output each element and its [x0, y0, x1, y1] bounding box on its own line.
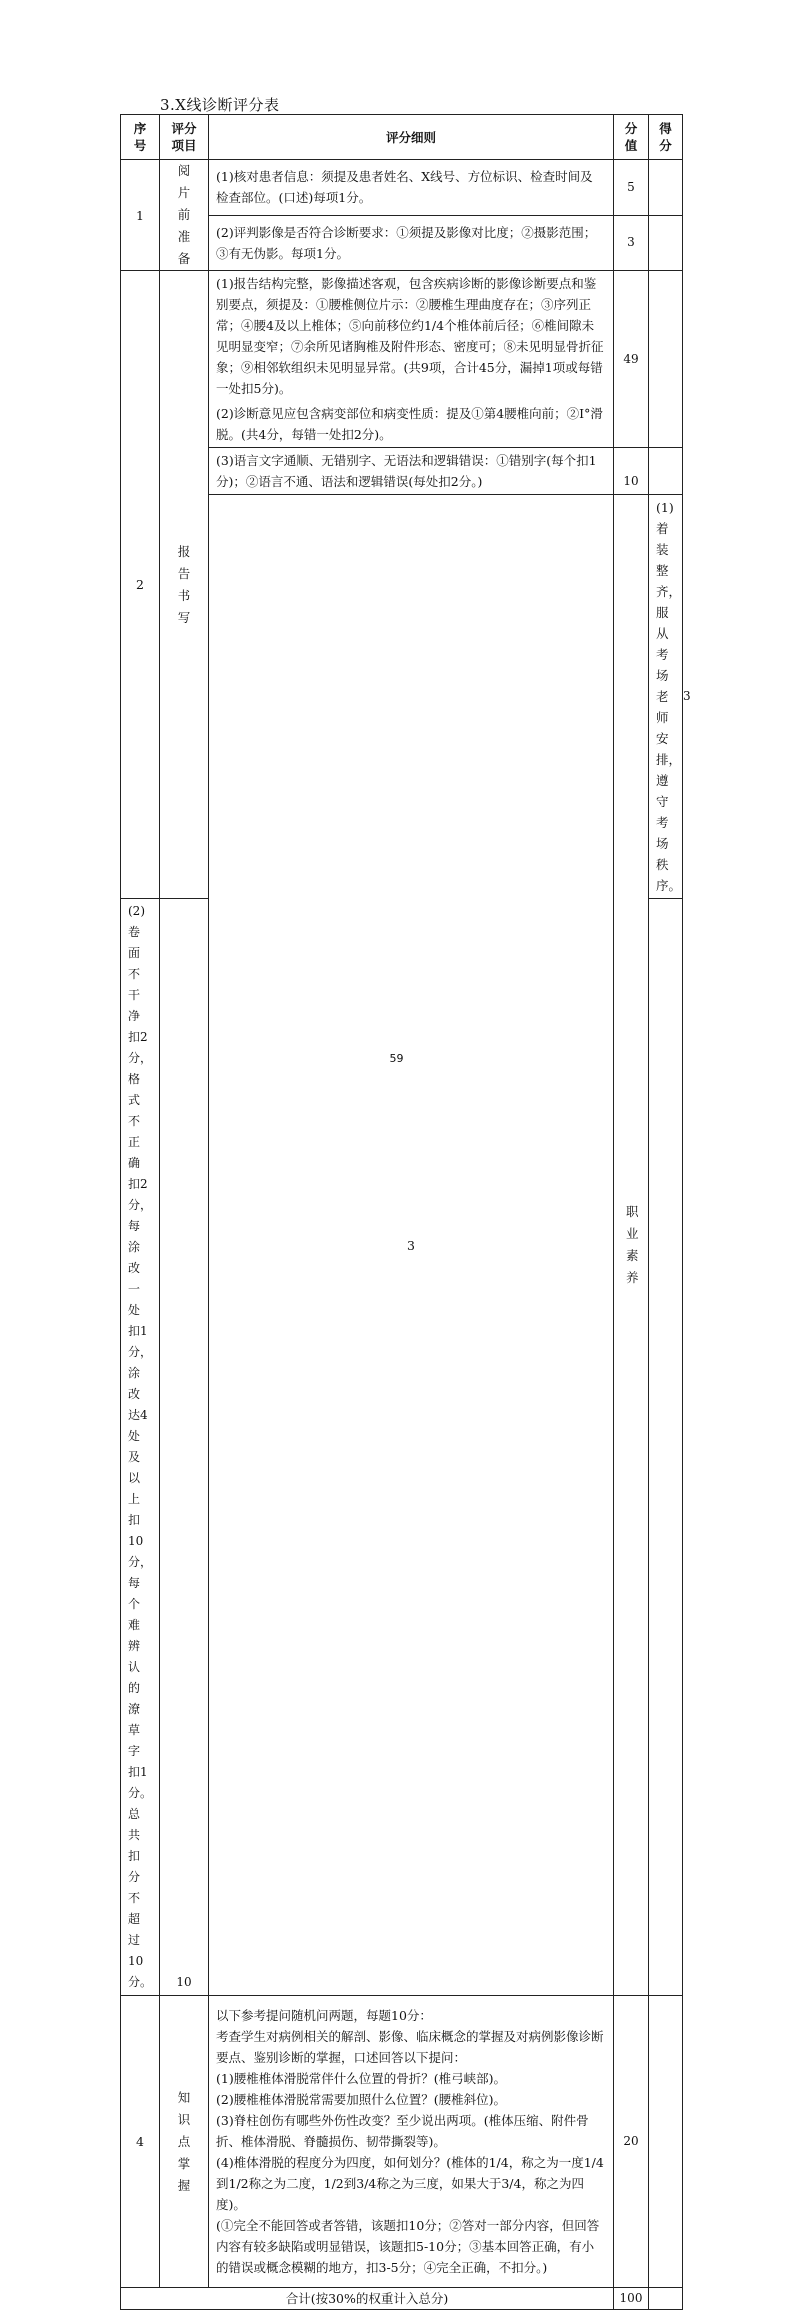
header-row — [121, 115, 683, 160]
total-score: 100 — [614, 2288, 649, 2310]
row2-detail-1-text: (1)报告结构完整，影像描述客观，包含疾病诊断的影像诊断要点和鉴别要点，须提及：①腰椎侧位片示：②腰椎生理曲度存在；③序列正常；④腰4及以上椎体；⑤向前移位约1/4个椎体前后径；⑥椎间隙未见明显变窄；⑦余所见诸胸椎及附件形态、密度可；⑧未见明显骨折征象；⑨相邻软组织未见明显异常。(共9项，合计45分，漏掉1项或每错一处扣5分)。 — [216, 276, 604, 396]
page-title: 3.X线诊断评分表 — [160, 96, 280, 114]
row4-item — [160, 1996, 209, 2288]
header-item: 评分项目 — [160, 115, 209, 160]
table-row — [121, 271, 683, 448]
row4-intro: 以下参考提问随机问两题，每题10分： — [216, 2008, 432, 2023]
table-row — [121, 160, 683, 216]
row3-item-label: 职业素养 — [626, 1204, 639, 1285]
row3-score-2: 10 — [160, 899, 209, 1996]
row1-item-label: 阅片前准备 — [177, 163, 191, 266]
row1-obtained-2[interactable] — [649, 215, 683, 271]
row4-purpose: 考查学生对病例相关的解剖、影像、临床概念的掌握及对病例影像诊断要点、鉴别诊断的掌握，口述回答以下提问： — [216, 2029, 604, 2065]
header-score: 分值 — [614, 115, 649, 160]
row3-detail-1: (1)着装整齐，服从考场老师安排，遵守考场秩序。 — [649, 495, 683, 899]
row4-question-2: (2)腰椎椎体滑脱常需要加照什么位置？(腰椎斜位)。 — [216, 2092, 506, 2107]
row2-score-1: 49 — [614, 271, 649, 448]
row2-obtained-1[interactable] — [649, 271, 683, 448]
row1-score-1: 5 — [614, 160, 649, 216]
total-obtained[interactable] — [649, 2288, 683, 2310]
row2-no: 2 — [121, 271, 160, 899]
total-row — [121, 2288, 683, 2310]
row2-score-3: 10 — [614, 448, 649, 495]
row2-detail-3: (3)语言文字通顺、无错别字、无语法和逻辑错误：①错别字(每个扣1分)；②语言不通、语法和逻辑错误(每处扣2分。) — [209, 448, 614, 495]
row4-obtained[interactable] — [649, 1996, 683, 2288]
row1-detail-2: (2)评判影像是否符合诊断要求：①须提及影像对比度；②摄影范围；③有无伪影。每项1分。 — [209, 215, 614, 271]
row4-no: 4 — [121, 1996, 160, 2288]
table-row — [121, 1996, 683, 2288]
row1-item — [160, 160, 209, 271]
row3-detail-2: (2)卷面不干净扣2分，格式不正确扣2分，每涂改一处扣1分，涂改达4处及以上扣10分，每个难辨认的潦草字扣1分。总共扣分不超过10分。 — [121, 899, 160, 1996]
row2-obtained-3[interactable] — [649, 448, 683, 495]
row4-question-4: (4)椎体滑脱的程度分为四度，如何划分？(椎体的1/4，称之为一度1/4到1/2称之为二度，1/2到3/4称之为三度，如果大于3/4，称之为四度)。 — [216, 2155, 604, 2212]
row4-question-1: (1)腰椎椎体滑脱常伴什么位置的骨折？(椎弓峡部)。 — [216, 2071, 506, 2086]
table-row: 3 职业素养 (1)着装整齐，服从考场老师安排，遵守考场秩序。 3 — [121, 495, 683, 899]
row4-criteria: (①完全不能回答或者答错，该题扣10分；②答对一部分内容，但回答内容有较多缺陷或明显错误，该题扣5-10分；③基本回答正确，有小的错误或概念模糊的地方，扣3-5分；④完全正确，不扣分。) — [216, 2218, 600, 2275]
row1-detail-1: (1)核对患者信息：须提及患者姓名、X线号、方位标识、检查时间及检查部位。(口述)每项1分。 — [209, 160, 614, 216]
header-obtained: 得分 — [649, 115, 683, 160]
row2-detail-1 — [209, 271, 614, 448]
row3-item — [614, 495, 649, 1996]
row4-score: 20 — [614, 1996, 649, 2288]
row4-item-label: 知识点掌握 — [177, 2089, 191, 2193]
row2-detail-2-text: (2)诊断意见应包含病变部位和病变性质：提及①第4腰椎向前；②I°滑脱。(共4分，每错一处扣2分)。 — [216, 406, 603, 442]
row3-no: 3 — [209, 495, 614, 1996]
row1-score-2: 3 — [614, 215, 649, 271]
row1-obtained-1[interactable] — [649, 160, 683, 216]
header-detail: 评分细则 — [209, 115, 614, 160]
page-number: 59 — [389, 1052, 404, 1065]
score-table — [120, 114, 691, 2310]
row2-item — [160, 271, 209, 899]
total-label: 合计(按30%的权重计入总分) — [121, 2288, 614, 2310]
header-no: 序号 — [121, 115, 160, 160]
row4-detail — [209, 1996, 614, 2288]
row2-item-label: 报告书写 — [177, 543, 191, 625]
row4-question-3: (3)脊柱创伤有哪些外伤性改变？至少说出两项。(椎体压缩、附件骨折、椎体滑脱、脊髓损伤、韧带撕裂等)。 — [216, 2113, 589, 2149]
row1-no: 1 — [121, 160, 160, 271]
